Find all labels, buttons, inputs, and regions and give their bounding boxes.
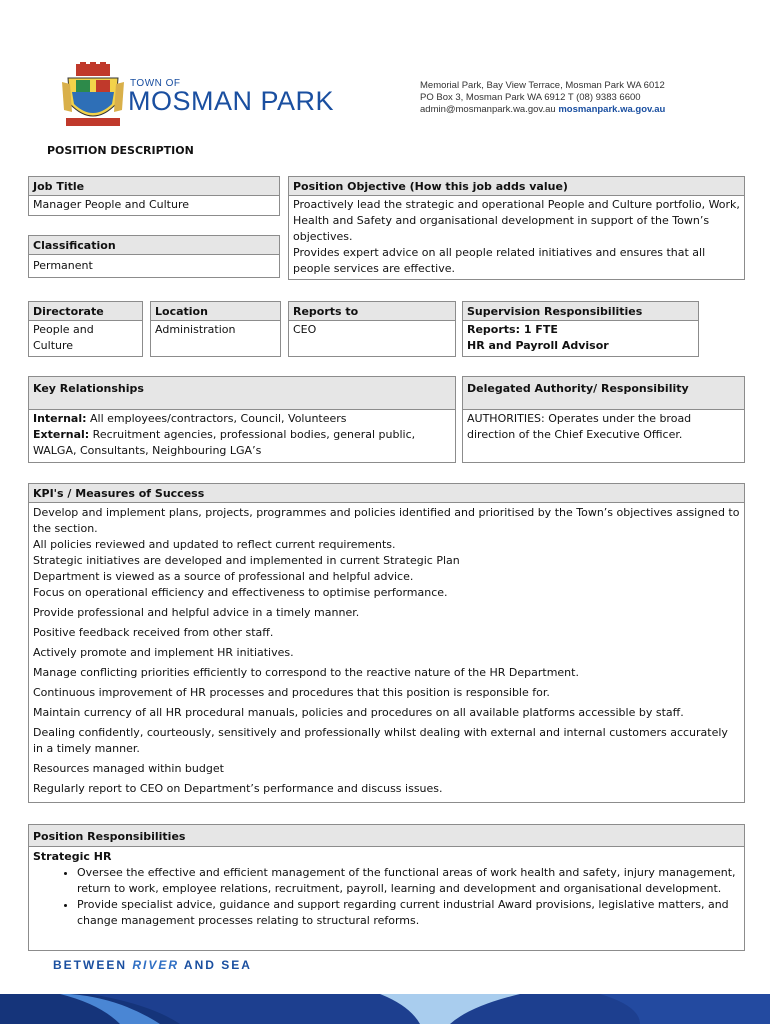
address-line-2: PO Box 3, Mosman Park WA 6912 T (08) 9383 6600 [420, 92, 641, 103]
kpi-item: Focus on operational efficiency and effectiveness to optimise performance. [33, 586, 448, 599]
supervision-line-2: HR and Payroll Advisor [467, 339, 609, 352]
location-value: Administration [155, 323, 236, 336]
email-link[interactable]: admin@mosmanpark.wa.gov.au [420, 104, 556, 115]
responsibilities-label: Position Responsibilities [29, 825, 744, 847]
objective-text-1: Proactively lead the strategic and operational People and Culture portfolio, Work, Health and Safety and organisational development in support of the Town’s objectives. [293, 198, 740, 243]
directorate-value: People and Culture [33, 323, 94, 352]
kpi-item: Dealing confidently, courteously, sensitively and professionally whilst dealing with external and internal customers accurately in a timely manner. [33, 726, 728, 755]
responsibilities-subhead: Strategic HR [33, 850, 112, 863]
kpi-item: Manage conflicting priorities efficiently to correspond to the reactive nature of the HR Department. [33, 666, 579, 679]
supervision-box [462, 301, 699, 357]
address-block [420, 80, 665, 116]
kpi-item: Regularly report to CEO on Department’s performance and discuss issues. [33, 782, 443, 795]
kpi-label: KPI's / Measures of Success [29, 484, 744, 503]
key-relationships-box [28, 376, 456, 463]
kpi-item: Positive feedback received from other staff. [33, 626, 274, 639]
tagline-word-1: BETWEEN [53, 958, 127, 972]
external-label: External: [33, 428, 90, 441]
kpi-item: All policies reviewed and updated to reflect current requirements. [33, 538, 396, 551]
reports-to-box [288, 301, 456, 357]
internal-label: Internal: [33, 412, 87, 425]
key-relationships-label: Key Relationships [29, 377, 455, 410]
kpi-item: Develop and implement plans, projects, programmes and policies identified and prioritised by the Town’s objectives assigned to the section. [33, 506, 740, 535]
kpi-item: Strategic initiatives are developed and implemented in current Strategic Plan [33, 554, 460, 567]
location-label: Location [151, 302, 280, 321]
kpi-item: Resources managed within budget [33, 762, 224, 775]
list-item: • Oversee the effective and efficient management of the functional areas of work health and safety, injury management, return to work, employee relations, recruitment, payroll, learning and development and organisational development. [77, 865, 740, 897]
objective-label: Position Objective (How this job adds value) [289, 177, 744, 196]
objective-text-2: Provides expert advice on all people related initiatives and ensures that all people services are effective. [293, 246, 706, 275]
town-name: MOSMAN PARK [128, 86, 335, 116]
town-crest-logo [62, 62, 124, 132]
directorate-box [28, 301, 143, 357]
kpi-item: Continuous improvement of HR processes and procedures that this position is responsible for. [33, 686, 550, 699]
tagline-word-2: RIVER [132, 958, 180, 972]
classification-value: Permanent [33, 259, 93, 272]
objective-box [288, 176, 745, 280]
kpi-item: Actively promote and implement HR initiatives. [33, 646, 294, 659]
job-title-value: Manager People and Culture [33, 198, 189, 211]
town-of-label: TOWN OF [130, 78, 181, 89]
job-title-label: Job Title [29, 177, 279, 196]
job-title-box [28, 176, 280, 216]
kpi-item: Provide professional and helpful advice in a timely manner. [33, 606, 360, 619]
internal-text: All employees/contractors, Council, Volunteers [86, 412, 347, 425]
supervision-line-1: Reports: 1 FTE [467, 323, 558, 336]
delegated-authority-box [462, 376, 745, 463]
delegated-authority-label: Delegated Authority/ Responsibility [463, 377, 744, 410]
reports-to-label: Reports to [289, 302, 455, 321]
responsibilities-box [28, 824, 745, 951]
location-box [150, 301, 281, 357]
external-text: Recruitment agencies, professional bodies, general public, WALGA, Consultants, Neighbouring LGA’s [33, 428, 416, 457]
doc-title: POSITION DESCRIPTION [47, 144, 194, 157]
responsibilities-list [33, 865, 740, 929]
reports-to-value: CEO [293, 323, 317, 336]
footer-tagline [53, 958, 252, 972]
delegated-authority-text: AUTHORITIES: Operates under the broad direction of the Chief Executive Officer. [467, 412, 692, 441]
tagline-word-3: AND SEA [183, 958, 252, 972]
list-item: • Provide specialist advice, guidance and support regarding current industrial Award provisions, legislative matters, and change management processes relating to structural reforms. [77, 897, 740, 929]
kpi-item: Maintain currency of all HR procedural manuals, policies and procedures on all available platforms accessible by staff. [33, 706, 684, 719]
kpi-box [28, 483, 745, 803]
website-link[interactable]: mosmanpark.wa.gov.au [558, 104, 666, 115]
address-line-1: Memorial Park, Bay View Terrace, Mosman Park WA 6012 [420, 80, 665, 91]
directorate-label: Directorate [29, 302, 142, 321]
classification-label: Classification [29, 236, 279, 255]
classification-box [28, 235, 280, 278]
supervision-label: Supervision Responsibilities [463, 302, 698, 321]
footer-wave-graphic [0, 994, 770, 1024]
kpi-item: Department is viewed as a source of professional and helpful advice. [33, 570, 414, 583]
